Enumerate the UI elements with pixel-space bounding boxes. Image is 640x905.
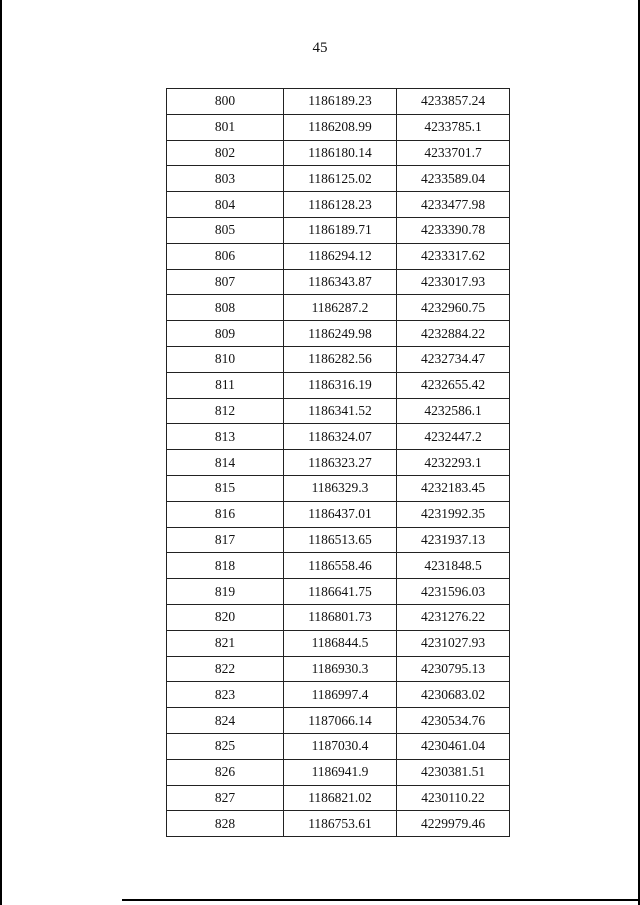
x-coordinate-cell: 1186341.52 xyxy=(284,398,397,424)
x-coordinate-cell: 1187030.4 xyxy=(284,733,397,759)
x-coordinate-cell: 1186329.3 xyxy=(284,475,397,501)
x-coordinate-cell: 1187066.14 xyxy=(284,708,397,734)
y-coordinate-cell: 4232655.42 xyxy=(397,372,510,398)
y-coordinate-cell: 4233317.62 xyxy=(397,243,510,269)
point-number-cell: 821 xyxy=(167,630,284,656)
point-number-cell: 817 xyxy=(167,527,284,553)
y-coordinate-cell: 4230110.22 xyxy=(397,785,510,811)
point-number-cell: 807 xyxy=(167,269,284,295)
scan-edge-left xyxy=(0,0,2,905)
y-coordinate-cell: 4231937.13 xyxy=(397,527,510,553)
table-row xyxy=(167,759,510,785)
x-coordinate-cell: 1186513.65 xyxy=(284,527,397,553)
x-coordinate-cell: 1186941.9 xyxy=(284,759,397,785)
y-coordinate-cell: 4230381.51 xyxy=(397,759,510,785)
point-number-cell: 825 xyxy=(167,733,284,759)
point-number-cell: 811 xyxy=(167,372,284,398)
point-number-cell: 820 xyxy=(167,604,284,630)
x-coordinate-cell: 1186641.75 xyxy=(284,579,397,605)
x-coordinate-cell: 1186437.01 xyxy=(284,501,397,527)
point-number-cell: 812 xyxy=(167,398,284,424)
y-coordinate-cell: 4231027.93 xyxy=(397,630,510,656)
table-row xyxy=(167,321,510,347)
y-coordinate-cell: 4230795.13 xyxy=(397,656,510,682)
y-coordinate-cell: 4231596.03 xyxy=(397,579,510,605)
point-number-cell: 801 xyxy=(167,114,284,140)
point-number-cell: 806 xyxy=(167,243,284,269)
y-coordinate-cell: 4233701.7 xyxy=(397,140,510,166)
table-row xyxy=(167,475,510,501)
y-coordinate-cell: 4233390.78 xyxy=(397,217,510,243)
point-number-cell: 818 xyxy=(167,553,284,579)
table-row xyxy=(167,140,510,166)
y-coordinate-cell: 4233857.24 xyxy=(397,89,510,115)
page-number: 45 xyxy=(312,40,328,56)
table-row xyxy=(167,501,510,527)
table-row xyxy=(167,733,510,759)
table-row xyxy=(167,604,510,630)
point-number-cell: 819 xyxy=(167,579,284,605)
point-number-cell: 823 xyxy=(167,682,284,708)
point-number-cell: 816 xyxy=(167,501,284,527)
y-coordinate-cell: 4232183.45 xyxy=(397,475,510,501)
x-coordinate-cell: 1186801.73 xyxy=(284,604,397,630)
point-number-cell: 805 xyxy=(167,217,284,243)
point-number-cell: 808 xyxy=(167,295,284,321)
table-row xyxy=(167,656,510,682)
y-coordinate-cell: 4232960.75 xyxy=(397,295,510,321)
y-coordinate-cell: 4233589.04 xyxy=(397,166,510,192)
point-number-cell: 810 xyxy=(167,346,284,372)
point-number-cell: 814 xyxy=(167,450,284,476)
x-coordinate-cell: 1186997.4 xyxy=(284,682,397,708)
point-number-cell: 827 xyxy=(167,785,284,811)
table-row xyxy=(167,346,510,372)
point-number-cell: 802 xyxy=(167,140,284,166)
table-row xyxy=(167,424,510,450)
y-coordinate-cell: 4230534.76 xyxy=(397,708,510,734)
y-coordinate-cell: 4232447.2 xyxy=(397,424,510,450)
table-row xyxy=(167,708,510,734)
x-coordinate-cell: 1186844.5 xyxy=(284,630,397,656)
table-row xyxy=(167,243,510,269)
x-coordinate-cell: 1186323.27 xyxy=(284,450,397,476)
point-number-cell: 803 xyxy=(167,166,284,192)
x-coordinate-cell: 1186343.87 xyxy=(284,269,397,295)
table-row xyxy=(167,372,510,398)
point-number-cell: 826 xyxy=(167,759,284,785)
coordinates-table xyxy=(166,88,510,837)
table-row xyxy=(167,785,510,811)
x-coordinate-cell: 1186558.46 xyxy=(284,553,397,579)
point-number-cell: 800 xyxy=(167,89,284,115)
table-row xyxy=(167,579,510,605)
table-row xyxy=(167,527,510,553)
y-coordinate-cell: 4233785.1 xyxy=(397,114,510,140)
x-coordinate-cell: 1186180.14 xyxy=(284,140,397,166)
table-row xyxy=(167,217,510,243)
table-row xyxy=(167,192,510,218)
y-coordinate-cell: 4233477.98 xyxy=(397,192,510,218)
y-coordinate-cell: 4230461.04 xyxy=(397,733,510,759)
point-number-cell: 815 xyxy=(167,475,284,501)
x-coordinate-cell: 1186189.23 xyxy=(284,89,397,115)
table-row xyxy=(167,166,510,192)
y-coordinate-cell: 4233017.93 xyxy=(397,269,510,295)
x-coordinate-cell: 1186316.19 xyxy=(284,372,397,398)
table-row xyxy=(167,630,510,656)
y-coordinate-cell: 4232734.47 xyxy=(397,346,510,372)
table-row xyxy=(167,269,510,295)
x-coordinate-cell: 1186930.3 xyxy=(284,656,397,682)
x-coordinate-cell: 1186287.2 xyxy=(284,295,397,321)
x-coordinate-cell: 1186208.99 xyxy=(284,114,397,140)
x-coordinate-cell: 1186294.12 xyxy=(284,243,397,269)
table-body xyxy=(167,89,510,837)
table-row xyxy=(167,295,510,321)
y-coordinate-cell: 4230683.02 xyxy=(397,682,510,708)
y-coordinate-cell: 4231276.22 xyxy=(397,604,510,630)
x-coordinate-cell: 1186189.71 xyxy=(284,217,397,243)
table-row xyxy=(167,114,510,140)
point-number-cell: 824 xyxy=(167,708,284,734)
x-coordinate-cell: 1186125.02 xyxy=(284,166,397,192)
y-coordinate-cell: 4229979.46 xyxy=(397,811,510,837)
table-row xyxy=(167,450,510,476)
scan-edge-bottom xyxy=(122,899,640,901)
y-coordinate-cell: 4231992.35 xyxy=(397,501,510,527)
point-number-cell: 813 xyxy=(167,424,284,450)
x-coordinate-cell: 1186128.23 xyxy=(284,192,397,218)
x-coordinate-cell: 1186282.56 xyxy=(284,346,397,372)
point-number-cell: 804 xyxy=(167,192,284,218)
x-coordinate-cell: 1186249.98 xyxy=(284,321,397,347)
table-row xyxy=(167,682,510,708)
x-coordinate-cell: 1186753.61 xyxy=(284,811,397,837)
point-number-cell: 809 xyxy=(167,321,284,347)
point-number-cell: 828 xyxy=(167,811,284,837)
table-row xyxy=(167,553,510,579)
y-coordinate-cell: 4232884.22 xyxy=(397,321,510,347)
x-coordinate-cell: 1186324.07 xyxy=(284,424,397,450)
table-row xyxy=(167,89,510,115)
x-coordinate-cell: 1186821.02 xyxy=(284,785,397,811)
y-coordinate-cell: 4231848.5 xyxy=(397,553,510,579)
table-row xyxy=(167,398,510,424)
point-number-cell: 822 xyxy=(167,656,284,682)
table-row xyxy=(167,811,510,837)
y-coordinate-cell: 4232586.1 xyxy=(397,398,510,424)
y-coordinate-cell: 4232293.1 xyxy=(397,450,510,476)
